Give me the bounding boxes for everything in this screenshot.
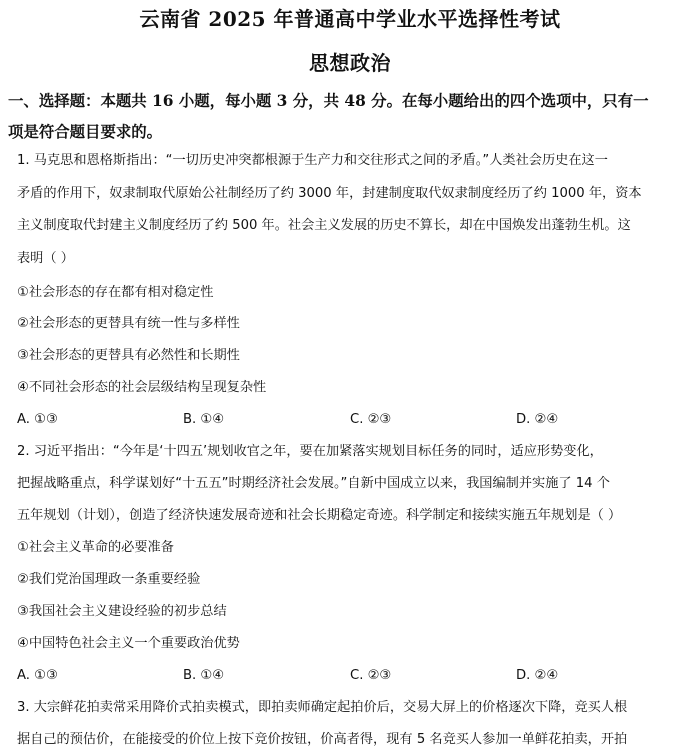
q1-stem-line: 表明（ ） <box>17 251 74 266</box>
q1-stem-line: 1. 马克思和恩格斯指出：“一切历史冲突都根源于生产力和交往形式之间的矛盾。”人类社会历史在这一 <box>17 153 608 168</box>
q1-statement: ④不同社会形态的社会层级结构呈现复杂性 <box>17 380 267 395</box>
q1-statement: ③社会形态的更替具有必然性和长期性 <box>17 348 240 363</box>
q1-stem-line: 矛盾的作用下，奴隶制取代原始公社制经历了约 3000 年，封建制度取代奴隶制度经历了约 1000 年，资本 <box>17 186 642 201</box>
q1-option-a: A. ①③ <box>17 412 58 427</box>
q2-stem-line: 五年规划（计划），创造了经济快速发展奇迹和社会长期稳定奇迹。科学制定和接续实施五年规划是（ ） <box>17 508 622 523</box>
q1-statement: ②社会形态的更替具有统一性与多样性 <box>17 316 240 331</box>
exam-title: 云南省 2025 年普通高中学业水平选择性考试 <box>139 7 561 31</box>
q1-option-b: B. ①④ <box>183 412 225 427</box>
q1-stem-line: 主义制度取代封建主义制度经历了约 500 年。社会主义发展的历史不算长，却在中国焕发出蓬勃生机。这 <box>17 218 631 233</box>
q2-statement: ①社会主义革命的必要准备 <box>17 540 174 555</box>
q2-option-d: D. ②④ <box>516 668 559 683</box>
q1-statement: ①社会形态的存在都有相对稳定性 <box>17 285 214 300</box>
q2-option-c: C. ②③ <box>350 668 392 683</box>
q2-statement: ③我国社会主义建设经验的初步总结 <box>17 604 227 619</box>
q2-stem-line: 把握战略重点，科学谋划好“十五五”时期经济社会发展。”自新中国成立以来，我国编制并实施了 14 个 <box>17 476 610 491</box>
q2-option-b: B. ①④ <box>183 668 225 683</box>
section-heading: 一、选择题：本题共 16 小题，每小题 3 分，共 48 分。在每小题给出的四个选项中，只有一 <box>8 91 649 110</box>
section-heading-cont: 项是符合题目要求的。 <box>8 122 163 141</box>
q3-stem-line: 据自己的预估价，在能接受的价位上按下竞价按钮，价高者得，现有 5 名竞买人参加一单鲜花拍卖，开拍 <box>17 732 628 747</box>
q2-statement: ④中国特色社会主义一个重要政治优势 <box>17 636 240 651</box>
q2-stem-line: 2. 习近平指出：“今年是‘十四五’规划收官之年，要在加紧落实规划目标任务的同时，适应形势变化， <box>17 444 603 459</box>
q1-option-d: D. ②④ <box>516 412 559 427</box>
q3-stem-line: 3. 大宗鲜花拍卖常采用降价式拍卖模式，即拍卖师确定起拍价后，交易大屏上的价格逐次下降，竞买人根 <box>17 700 628 715</box>
q2-option-a: A. ①③ <box>17 668 58 683</box>
q1-option-c: C. ②③ <box>350 412 392 427</box>
q2-statement: ②我们党治国理政一条重要经验 <box>17 572 201 587</box>
subject-title: 思想政治 <box>309 51 391 75</box>
